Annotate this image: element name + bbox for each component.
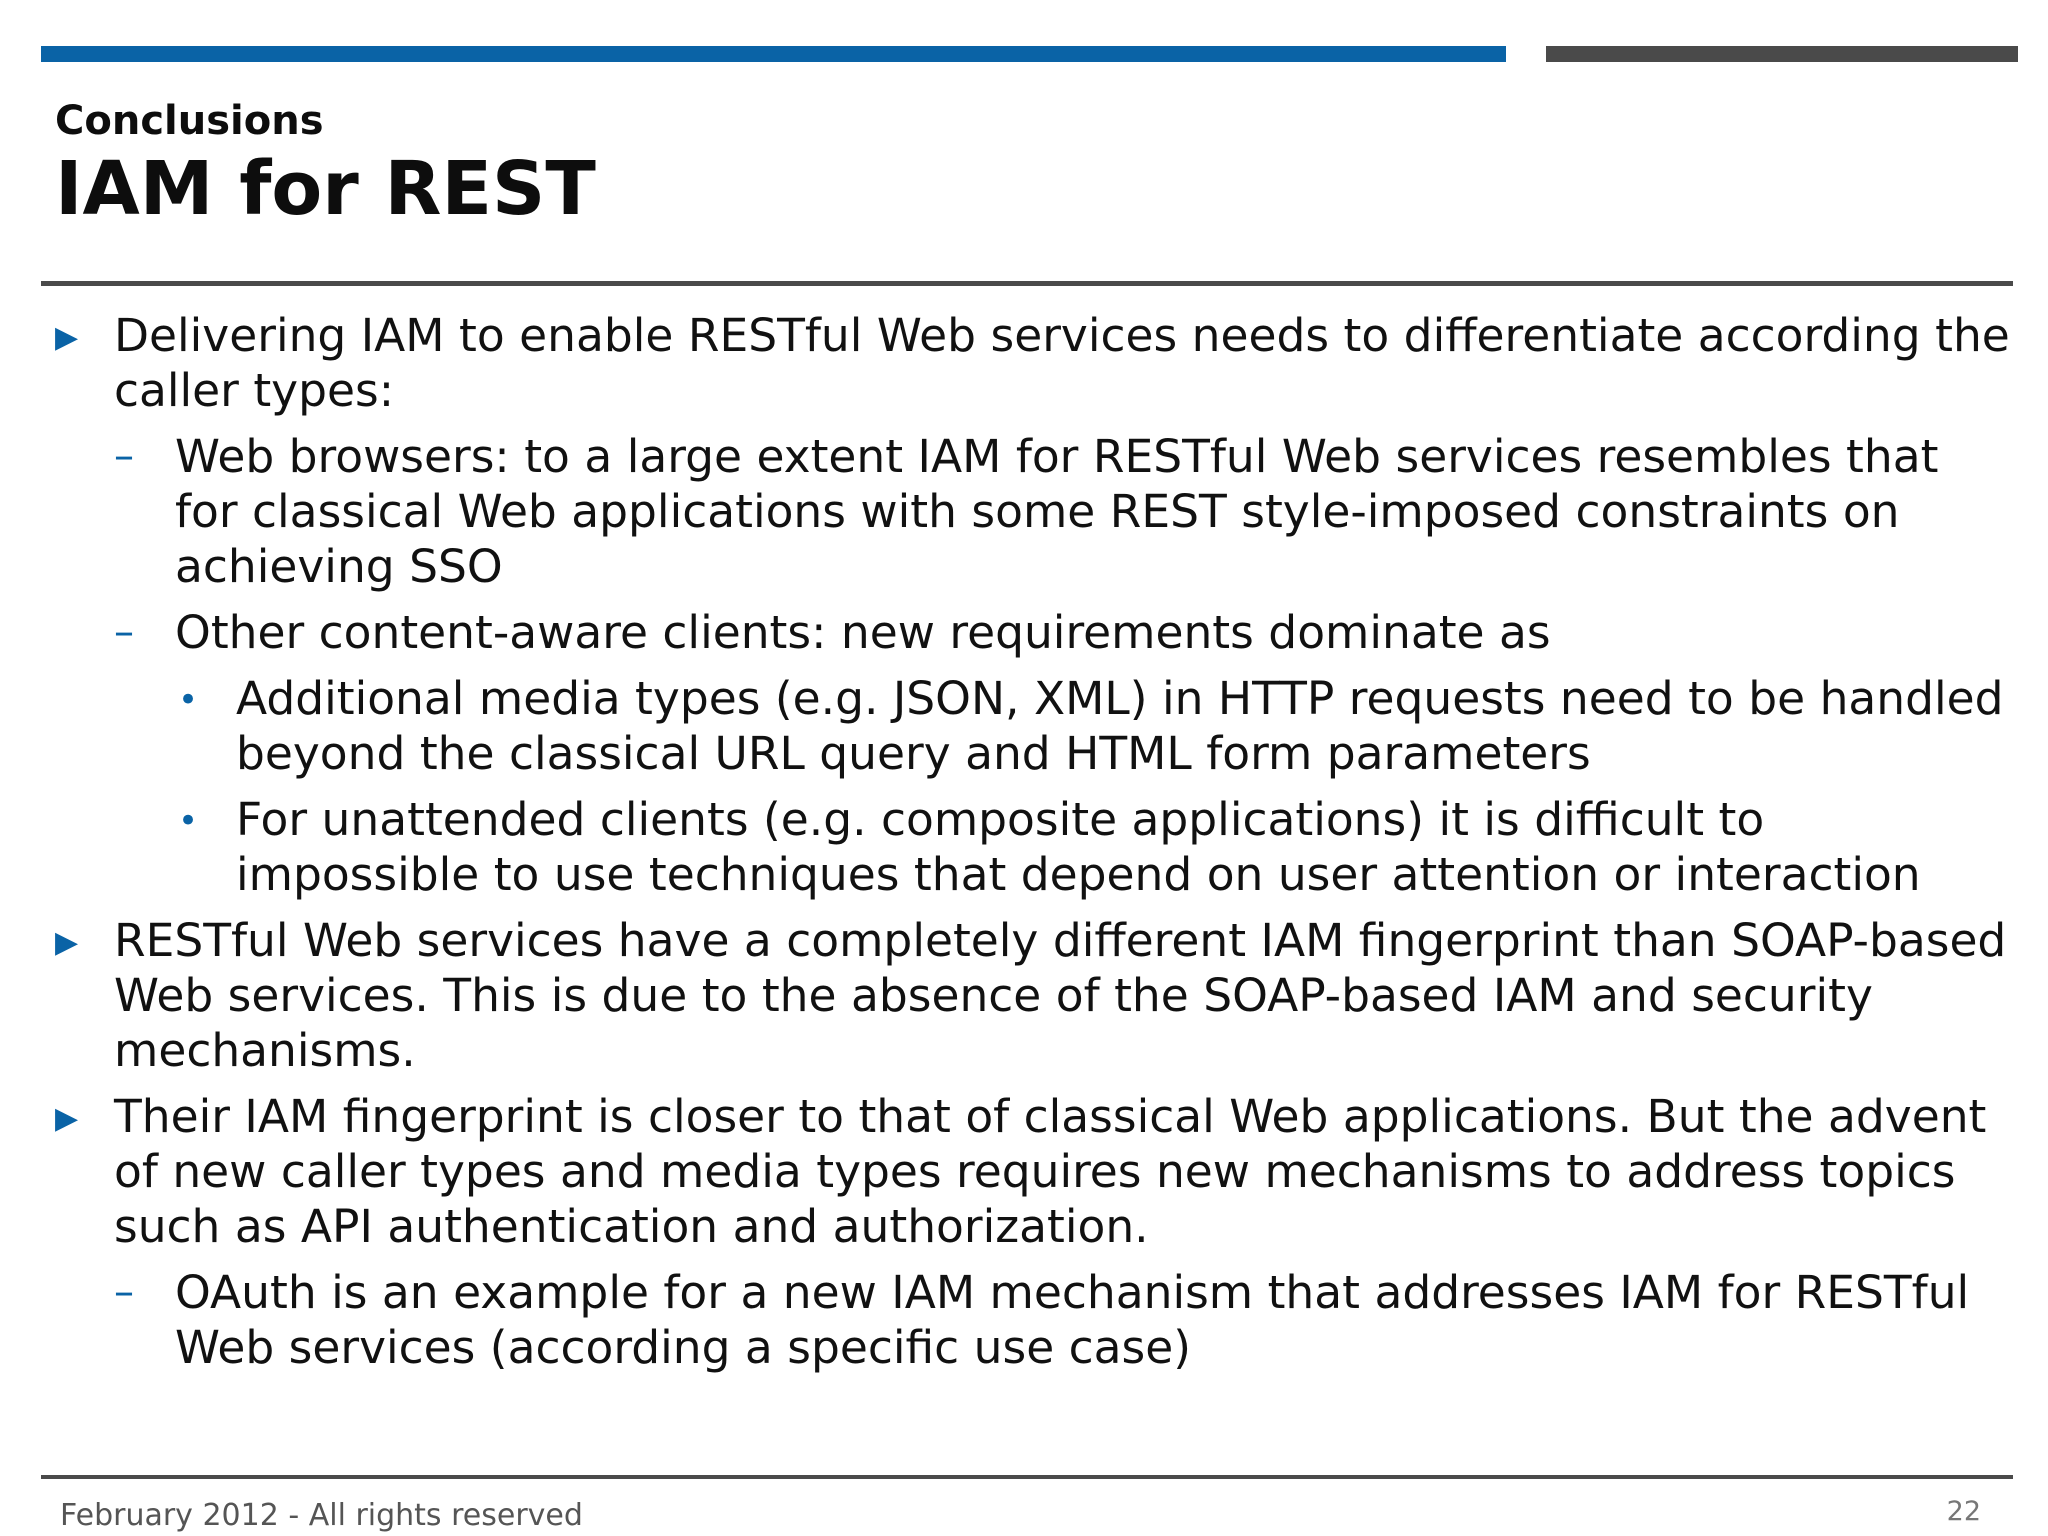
- footer-divider: [41, 1475, 2013, 1479]
- sub-bullet-item: [114, 429, 2015, 594]
- triangle-bullet-icon: ▶: [55, 320, 79, 355]
- sub-sub-bullet-item: [178, 792, 2016, 902]
- bullet-text: Other content-aware clients: new requirements dominate as: [175, 606, 1551, 659]
- bullet-item: [55, 1089, 2014, 1254]
- bullet-text: For unattended clients (e.g. composite applications) it is difficult to impossible to use techniques that depend on user attention or interaction: [236, 793, 1921, 901]
- bullet-text: Delivering IAM to enable RESTful Web services needs to differentiate according the caller types:: [114, 309, 2010, 417]
- slide-subtitle: Conclusions: [55, 98, 324, 144]
- bullet-text: RESTful Web services have a completely different IAM fingerprint than SOAP-based Web services. This is due to the absence of the SOAP-based IAM and security mechanisms.: [114, 914, 2007, 1077]
- dash-bullet-icon: –: [114, 1269, 134, 1315]
- slide-title: IAM for REST: [55, 146, 596, 232]
- dot-bullet-icon: •: [178, 801, 199, 841]
- sub-sub-bullet-item: [178, 671, 2016, 781]
- bullet-item: [55, 913, 2014, 1078]
- sub-bullet-item: [114, 605, 2015, 660]
- bullet-text: Their IAM fingerprint is closer to that of classical Web applications. But the advent of new caller types and media types requires new mechanisms to address topics such as API authentication and authorization.: [114, 1090, 1987, 1253]
- dash-bullet-icon: –: [114, 433, 134, 479]
- triangle-bullet-icon: ▶: [55, 925, 79, 960]
- sub-bullet-item: [114, 1265, 2015, 1375]
- bullet-text: Web browsers: to a large extent IAM for RESTful Web services resembles that for classical Web applications with some REST style-imposed constraints on achieving SSO: [175, 430, 1939, 593]
- page-number: 22: [1946, 1496, 1981, 1527]
- bullet-item: [55, 308, 2014, 418]
- bullet-text: Additional media types (e.g. JSON, XML) in HTTP requests need to be handled beyond the classical URL query and HTML form parameters: [236, 672, 2004, 780]
- footer-copyright: February 2012 - All rights reserved: [60, 1498, 583, 1533]
- dash-bullet-icon: –: [114, 609, 134, 655]
- bullet-text: OAuth is an example for a new IAM mechanism that addresses IAM for RESTful Web services (according a specific use case): [175, 1266, 1970, 1374]
- dot-bullet-icon: •: [178, 680, 199, 720]
- triangle-bullet-icon: ▶: [55, 1101, 79, 1136]
